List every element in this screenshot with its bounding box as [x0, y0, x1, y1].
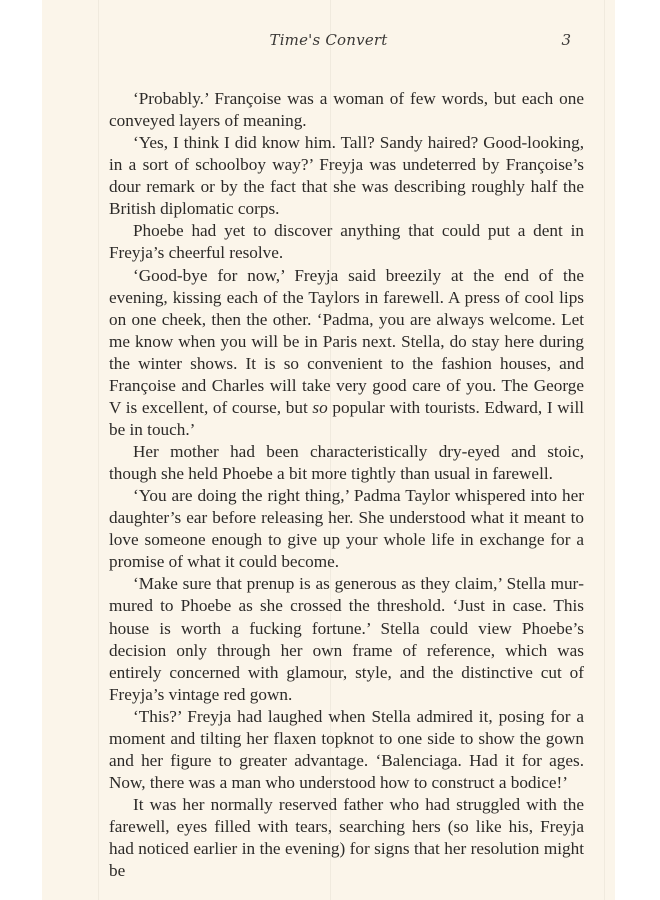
- paragraph: [109, 265, 584, 442]
- running-title: Time's Convert: [269, 31, 388, 49]
- paragraph: It was her normally reserved father who had struggled with the farewell, eyes filled with tears, searching hers (so like his, Freyja had noticed earlier in the evening) for signs that her resolution might be: [109, 795, 584, 881]
- paragraph: ‘Make sure that prenup is as generous as they claim,’ Stella murmured to Phoebe as she crossed the threshold. ‘Just in case. This house is worth a fucking fortune.’ Stella could view Phoebe’s decision only through her own frame of reference, which was entirely concerned with glamour, style, and the distinctive cut of Freyja’s vintage red gown.: [109, 574, 584, 704]
- paragraph: Phoebe had yet to discover anything that could put a dent in Freyja’s cheerful resolve.: [109, 221, 584, 263]
- body-text: [109, 88, 584, 882]
- paragraph: Her mother had been characteristically dry-eyed and stoic, though she held Phoebe a bit more tightly than usual in farewell.: [109, 442, 584, 484]
- paragraph: ‘This?’ Freyja had laughed when Stella admired it, posing for a moment and tilting her flaxen topknot to one side to show the gown and her figure to greater advantage. ‘Balenciaga. Had it for ages. Now, there was a man who understood how to construct a bodice!’: [109, 706, 584, 792]
- book-page: [42, 0, 615, 900]
- paragraph-text: ‘Good-bye for now,’ Freyja said breezily at the end of the evening, kissing each of the Taylors in farewell. A press of cool lips on one cheek, then the other. ‘Padma, you are always welcome. Let me know when you will be in Paris next. Stella, do stay here during the winter shows. It is so convenient to the fashion houses, and Françoise and Charles will take very good care of you. The George V is excellent, of course, but: [109, 265, 584, 417]
- paper-crease: [604, 0, 605, 900]
- paper-crease: [98, 0, 99, 900]
- paragraph: ‘You are doing the right thing,’ Padma Taylor whispered into her daughter’s ear before releasing her. She understood what it meant to love someone enough to give up your whole life in exchange for a promise of what it could become.: [109, 486, 584, 572]
- paragraph-text: popular with tourists. Edward, I will be in touch.’: [109, 397, 584, 439]
- paragraph: ‘Yes, I think I did know him. Tall? Sandy haired? Good-looking, in a sort of schoolboy way?’ Freyja was undeterred by Françoise’s dour remark or by the fact that she was describing roughly half the British diplomatic corps.: [109, 133, 584, 219]
- paragraph: ‘Probably.’ Françoise was a woman of few words, but each one conveyed layers of meaning.: [109, 89, 584, 131]
- page-number: 3: [561, 31, 571, 49]
- emphasis: so: [312, 397, 328, 417]
- running-head: [42, 31, 615, 53]
